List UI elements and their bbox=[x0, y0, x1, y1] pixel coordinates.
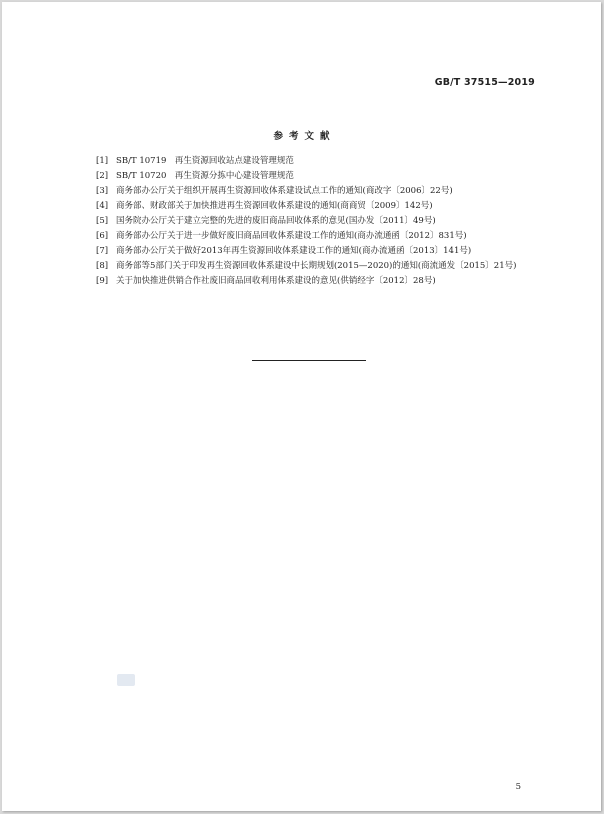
reference-number: [3] bbox=[96, 186, 109, 196]
reference-item bbox=[80, 244, 544, 259]
reference-text: 商务部、财政部关于加快推进再生资源回收体系建设的通知(商商贸〔2009〕142号) bbox=[116, 201, 433, 211]
reference-item bbox=[80, 259, 544, 274]
watermark-stamp bbox=[117, 674, 135, 686]
reference-text: 商务部办公厅关于做好2013年再生资源回收体系建设工作的通知(商办流通函〔2013〕141号) bbox=[116, 246, 472, 256]
reference-text: 商务部等5部门关于印发再生资源回收体系建设中长期规划(2015—2020)的通知(商流通发〔2015〕21号) bbox=[116, 261, 517, 271]
reference-number: [6] bbox=[96, 231, 109, 241]
reference-number: [1] bbox=[96, 156, 109, 166]
reference-text: 商务部办公厅关于进一步做好废旧商品回收体系建设工作的通知(商办流通函〔2012〕831号) bbox=[116, 231, 467, 241]
document-page bbox=[2, 2, 601, 811]
reference-item bbox=[80, 169, 544, 184]
reference-item bbox=[80, 229, 544, 244]
reference-number: [8] bbox=[96, 261, 109, 271]
reference-number: [5] bbox=[96, 216, 109, 226]
standard-number: GB/T 37515—2019 bbox=[434, 77, 535, 88]
reference-item bbox=[80, 184, 544, 199]
reference-text: 国务院办公厅关于建立完整的先进的废旧商品回收体系的意见(国办发〔2011〕49号) bbox=[116, 216, 436, 226]
reference-item bbox=[80, 274, 544, 289]
reference-number: [2] bbox=[96, 171, 109, 181]
reference-list bbox=[80, 154, 544, 289]
reference-text: 关于加快推进供销合作社废旧商品回收利用体系建设的意见(供销经字〔2012〕28号) bbox=[116, 276, 436, 286]
page-number: 5 bbox=[515, 782, 521, 792]
reference-text: 商务部办公厅关于组织开展再生资源回收体系建设试点工作的通知(商改字〔2006〕22号) bbox=[116, 186, 453, 196]
reference-item bbox=[80, 214, 544, 229]
end-rule bbox=[252, 360, 366, 361]
reference-text: SB/T 10719 再生资源回收站点建设管理规范 bbox=[116, 156, 294, 166]
reference-item bbox=[80, 154, 544, 169]
section-title: 参考文献 bbox=[273, 131, 336, 142]
reference-number: [7] bbox=[96, 246, 109, 256]
reference-text: SB/T 10720 再生资源分拣中心建设管理规范 bbox=[116, 171, 294, 181]
reference-number: [4] bbox=[96, 201, 109, 211]
reference-number: [9] bbox=[96, 276, 109, 286]
reference-item bbox=[80, 199, 544, 214]
